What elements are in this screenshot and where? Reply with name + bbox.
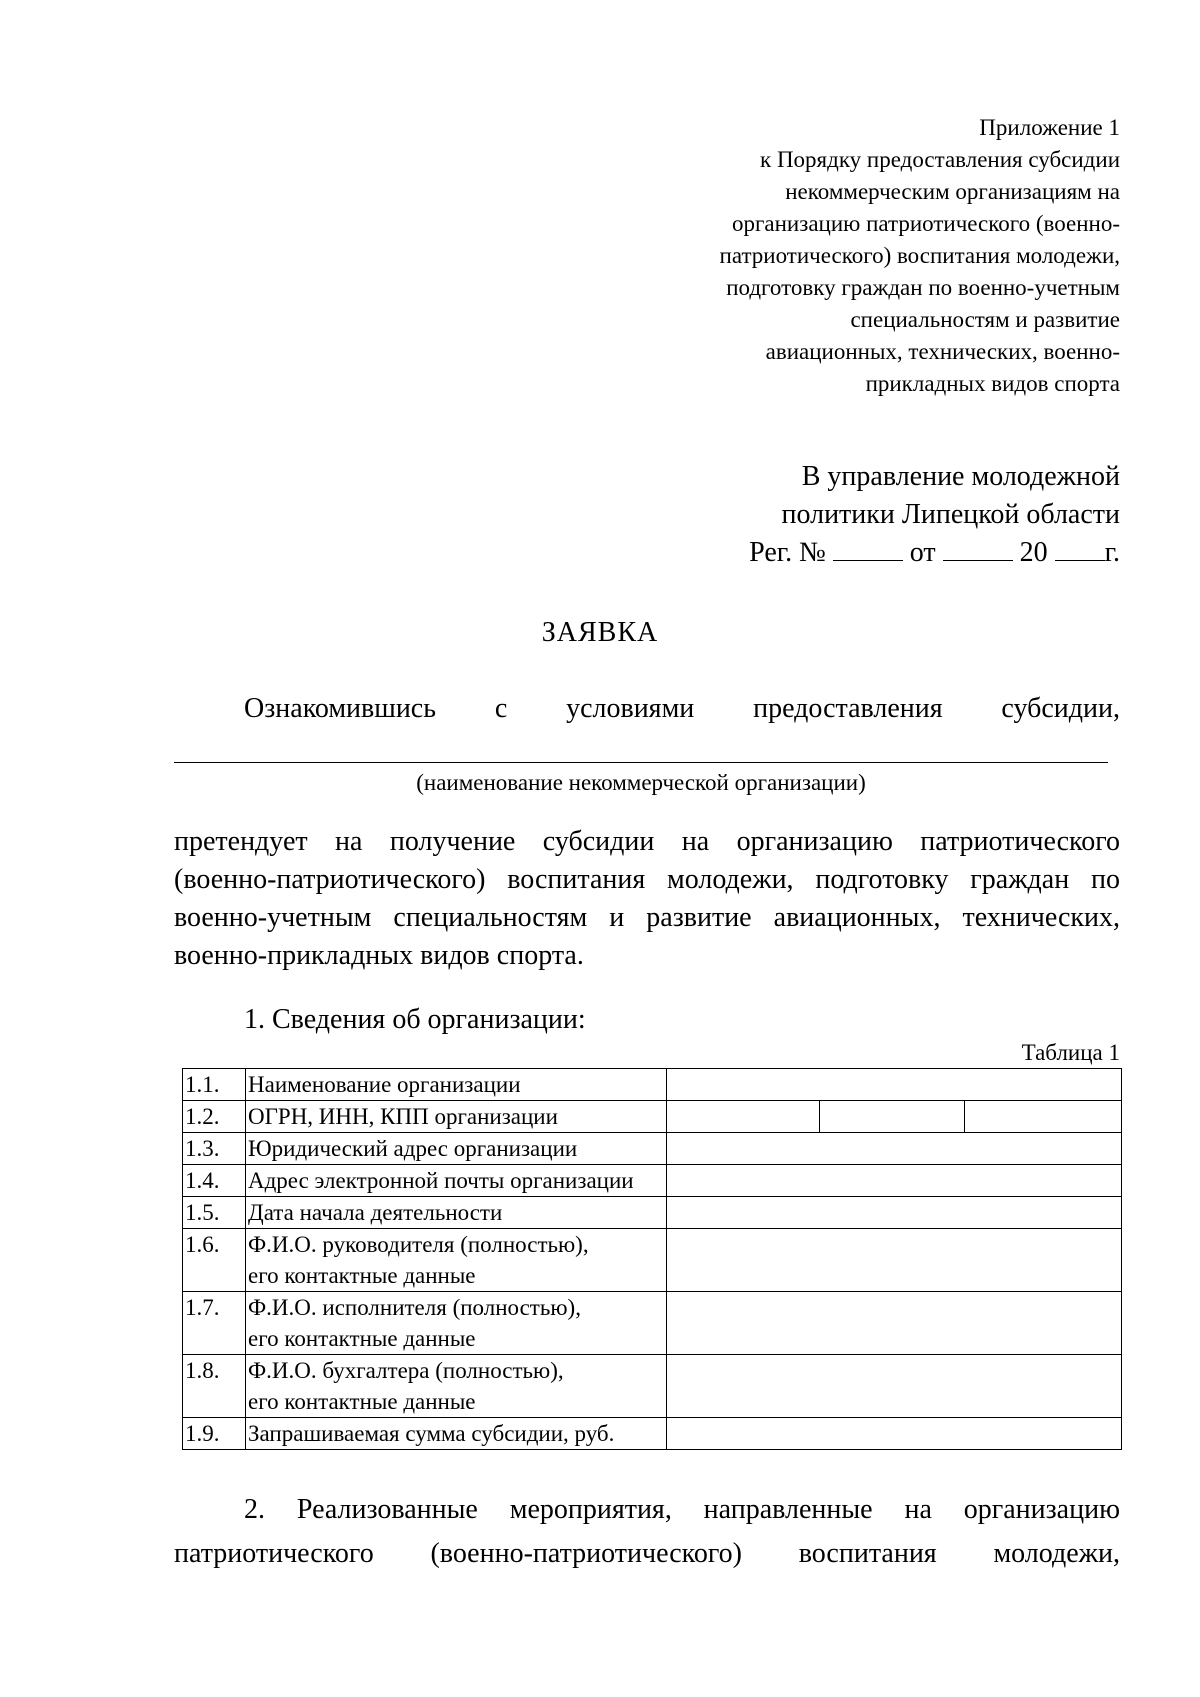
row-number: 1.2.: [183, 1101, 246, 1133]
row-label: Юридический адрес организации: [246, 1133, 667, 1165]
row-number: 1.9.: [183, 1418, 246, 1450]
section2-word: воспитания: [798, 1538, 937, 1569]
value-cell[interactable]: [667, 1133, 1122, 1165]
recipient-block: [600, 458, 1120, 572]
section2-word: мероприятия,: [509, 1494, 672, 1525]
reg-date-blank[interactable]: [943, 534, 1013, 561]
table-row: [183, 1133, 1122, 1165]
value-cell[interactable]: [667, 1418, 1122, 1450]
row-label-line: его контактные данные: [248, 1389, 476, 1414]
row-label: Дата начала деятельности: [246, 1197, 667, 1229]
inn-cell[interactable]: [820, 1101, 965, 1133]
intro-word: предоставления: [753, 693, 943, 724]
intro-line: [244, 693, 1120, 725]
annex-line: к Порядку предоставления субсидии: [760, 147, 1120, 172]
table-label: Таблица 1: [1021, 1040, 1120, 1065]
row-number: 1.3.: [183, 1133, 246, 1165]
value-cell[interactable]: [667, 1229, 1122, 1292]
annex-line: организацию патриотического (военно-: [731, 211, 1120, 236]
paragraph-line: военно-прикладных видов спорта.: [174, 940, 584, 971]
section2-word: на: [904, 1494, 932, 1525]
row-label-line: Ф.И.О. исполнителя (полностью),: [248, 1295, 581, 1320]
row-number: 1.5.: [183, 1197, 246, 1229]
section-2-heading: [244, 1494, 1120, 1526]
recipient-line-2: политики Липецкой области: [781, 499, 1120, 530]
row-label: Запрашиваемая сумма субсидии, руб.: [246, 1418, 667, 1450]
org-name-blank-line[interactable]: [174, 762, 1108, 763]
row-number: 1.7.: [183, 1292, 246, 1355]
application-paragraph: [174, 823, 1120, 975]
section2-word: направленные: [703, 1494, 873, 1525]
intro-word: условиями: [566, 693, 695, 724]
annex-line: Приложение 1: [979, 115, 1120, 140]
section-1-heading: 1. Сведения об организации:: [244, 1004, 586, 1035]
value-cell[interactable]: [667, 1069, 1122, 1101]
row-label-line: Ф.И.О. бухгалтера (полностью),: [248, 1358, 564, 1383]
row-label: Адрес электронной почты организации: [246, 1165, 667, 1197]
row-label-line: Ф.И.О. руководителя (полностью),: [248, 1232, 589, 1257]
intro-word: с: [494, 693, 508, 724]
row-number: 1.1.: [183, 1069, 246, 1101]
row-label: Наименование организации: [246, 1069, 667, 1101]
registration-line: [600, 534, 1120, 572]
annex-line: подготовку граждан по военно-учетным: [726, 275, 1120, 300]
reg-year: 20: [1019, 537, 1048, 568]
table-row: [183, 1292, 1122, 1355]
table-row: [183, 1101, 1122, 1133]
value-cell[interactable]: [667, 1197, 1122, 1229]
ogrn-cell[interactable]: [667, 1101, 820, 1133]
annex-line: патриотического) воспитания молодежи,: [719, 243, 1120, 268]
document-title: ЗАЯВКА: [541, 617, 659, 648]
paragraph-line: (военно-патриотического) воспитания молодежи, подготовку граждан по: [174, 864, 1120, 895]
annex-line: авиационных, технических, военно-: [765, 339, 1120, 364]
section2-word: патриотического: [174, 1538, 374, 1569]
value-cell[interactable]: [667, 1355, 1122, 1418]
reg-suffix: г.: [1104, 537, 1120, 568]
section2-word: 2.: [244, 1494, 265, 1525]
paragraph-line: военно-учетным специальностям и развитие авиационных, технических,: [174, 902, 1120, 933]
row-number: 1.8.: [183, 1355, 246, 1418]
paragraph-line: претендует на получение субсидии на организацию патриотического: [174, 826, 1120, 857]
intro-word: субсидии,: [1001, 693, 1120, 724]
row-number: 1.4.: [183, 1165, 246, 1197]
row-label-line: его контактные данные: [248, 1263, 476, 1288]
section2-word: Реализованные: [296, 1494, 478, 1525]
annex-header: [600, 112, 1120, 400]
kpp-cell[interactable]: [965, 1101, 1122, 1133]
recipient-line-1: В управление молодежной: [801, 461, 1120, 492]
reg-number-blank[interactable]: [833, 534, 903, 561]
table-row: [183, 1165, 1122, 1197]
row-label: [246, 1229, 667, 1292]
reg-from: от: [909, 537, 936, 568]
row-label: ОГРН, ИНН, КПП организации: [246, 1101, 667, 1133]
table-row: [183, 1355, 1122, 1418]
table-row: [183, 1229, 1122, 1292]
org-name-caption: (наименование некоммерческой организации): [416, 770, 866, 795]
reg-prefix: Рег. №: [749, 537, 826, 568]
table-row: [183, 1069, 1122, 1101]
value-cell[interactable]: [667, 1292, 1122, 1355]
value-cell[interactable]: [667, 1165, 1122, 1197]
section2-word: молодежи,: [993, 1538, 1120, 1569]
row-label: [246, 1292, 667, 1355]
row-number: 1.6.: [183, 1229, 246, 1292]
annex-line: некоммерческим организациям на: [785, 179, 1120, 204]
table-row: [183, 1418, 1122, 1450]
section-2-line-2: [174, 1538, 1120, 1570]
reg-year-blank[interactable]: [1055, 534, 1105, 561]
organization-info-table: [182, 1068, 1122, 1450]
annex-line: специальностям и развитие: [850, 307, 1120, 332]
section2-word: (военно-патриотического): [430, 1538, 742, 1569]
row-label-line: его контактные данные: [248, 1326, 476, 1351]
table-row: [183, 1197, 1122, 1229]
intro-word: Ознакомившись: [244, 693, 437, 724]
section2-word: организацию: [963, 1494, 1120, 1525]
row-label: [246, 1355, 667, 1418]
annex-line: прикладных видов спорта: [865, 371, 1120, 396]
